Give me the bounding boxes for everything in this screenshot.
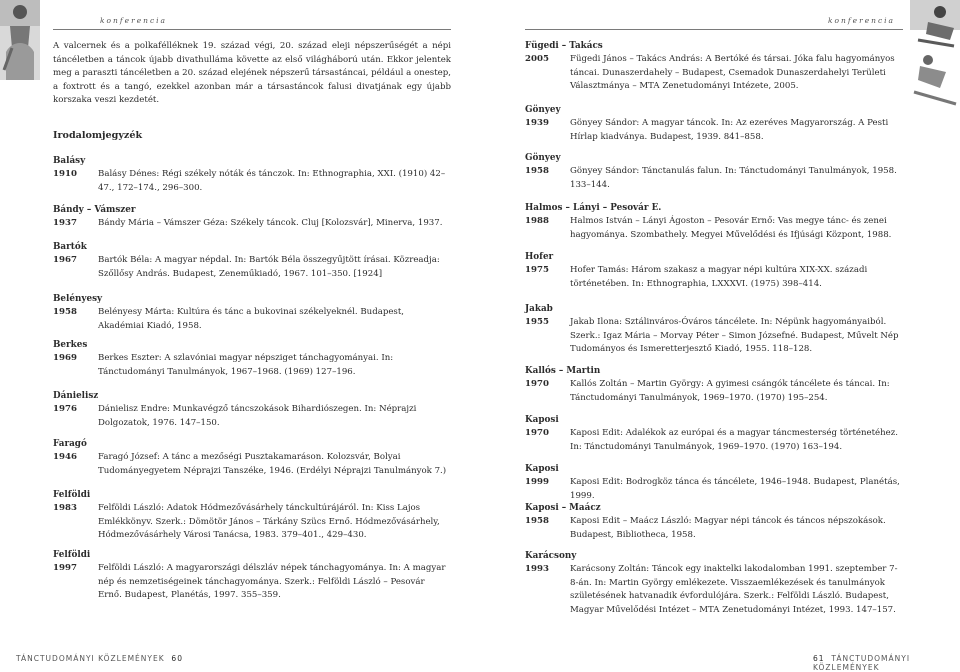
bib-entry (53, 339, 449, 379)
header-rule (53, 29, 451, 30)
bib-year: 1958 (53, 307, 77, 317)
bib-entry (525, 414, 905, 454)
bib-entry (525, 104, 905, 144)
bib-text: Kaposi Edit: Bodrogköz tánca és táncélete, 1946–1948. Budapest, Planétás, 1999. (570, 477, 900, 501)
bib-year: 1955 (525, 317, 549, 327)
bib-author: Bartók (53, 242, 87, 252)
bib-year: 1983 (53, 503, 77, 513)
bib-entry (525, 303, 905, 357)
bib-author: Balásy (53, 156, 86, 166)
bib-entry (53, 204, 449, 231)
bib-year: 1939 (525, 118, 549, 128)
bib-text: Jakab Ilona: Sztálinváros-Óváros táncélete. In: Népünk hagyományaiból. Szerk.: Igaz Mária – Morvay Péter – Simon Józsefné. Budapest, Művelt Nép Tudományos és Ismeretterjesztő Kiadó, 1955. 118–128. (570, 317, 899, 355)
header-rule (525, 29, 903, 30)
bib-entry (525, 463, 905, 503)
bib-author: Gönyey (525, 153, 561, 163)
bib-text: Faragó József: A tánc a mezőségi Pusztakamaráson. Kolozsvár, Bolyai Tudományegyetem Néprajzi Tanszéke, 1946. (Erdélyi Néprajzi Tanulmányok 7.) (98, 452, 447, 476)
bib-author: Kaposi (525, 415, 559, 425)
bib-text: Kaposi Edit: Adalékok az európai és a magyar táncmesterség történetéhez. In: Tánctudományi Tanulmányok, 1969–1970. (1970) 163–194. (570, 428, 899, 452)
header-label: konferencia (100, 16, 168, 25)
bib-text: Fügedi János – Takács András: A Bertóké és társai. Jóka falu hagyományos táncai. Dunaszerdahely – Budapest, Csemadok Dunaszerdahelyi Területi Választmánya – MTA Zenetudományi Intézete, 2005. (570, 54, 895, 92)
footer-left (16, 654, 183, 663)
intro-paragraph: A valcernek és a polkafélléknek 19. század végi, 20. század eleji népszerűségét a népi táncéletben a táncok újabb divathulláma követte az első világháború után. Ekkor jelentek meg a paraszti táncéletben a 20. század elejének népszerű társastáncai, például a onestep, a foxtrott és a tangó, ezekkel azonban már a társastáncok falusi divatjának egy újabb korszaka veszi kezdetét. (53, 41, 451, 106)
footer-journal-title: TÁNCTUDOMÁNYI KÖZLEMÉNYEK (16, 654, 165, 663)
bib-author: Bándy – Vámszer (53, 205, 136, 215)
bib-year: 1937 (53, 218, 77, 228)
bib-year: 1997 (53, 563, 77, 573)
bib-text: Balásy Dénes: Régi székely nóták és tánczok. In: Ethnographia, XXI. (1910) 42–47., 172–174., 296–300. (98, 169, 446, 193)
bib-year: 1946 (53, 452, 77, 462)
footer-right (813, 654, 960, 672)
bib-year: 2005 (525, 54, 549, 64)
bib-entry (525, 40, 905, 94)
bib-text: Kaposi Edit – Maácz László: Magyar népi táncok és táncos népszokások. Budapest, Bibliotheca, 1958. (570, 516, 886, 540)
bib-text: Belényesy Márta: Kultúra és tánc a bukovinai székelyeknél. Budapest, Akadémiai Kiadó, 1958. (98, 307, 405, 331)
bib-year: 1958 (525, 516, 549, 526)
bib-author: Belényesy (53, 294, 103, 304)
bib-year: 1969 (53, 353, 77, 363)
bib-entry (525, 502, 905, 542)
bib-text: Karácsony Zoltán: Táncok egy inaktelki lakodalomban 1991. szeptember 7-8-án. In: Martin György emlékezete. Visszaemlékezések és tanulmányok születésének hatvanadik évfordulójára. Szerk.: Felföldi László. Budapest, Magyar Művelődési Intézet – MTA Zenetudományi Intézet, 1993. 147–157. (570, 564, 898, 615)
bib-author: Kaposi (525, 464, 559, 474)
right-page (480, 0, 960, 672)
bib-text: Kallós Zoltán – Martin György: A gyimesi csángók táncélete és táncai. In: Tánctudományi Tanulmányok, 1969–1970. (1970) 195–254. (570, 379, 890, 403)
bib-entry (53, 549, 449, 603)
bib-entry (53, 489, 449, 543)
bib-entry (53, 390, 449, 430)
bib-year: 1999 (525, 477, 549, 487)
bib-year: 1967 (53, 255, 77, 265)
bib-year: 1970 (525, 428, 549, 438)
bib-text: Dánielisz Endre: Munkavégző táncszokások Bihardiószegen. In: Néprajzi Dolgozatok, 1976. 147–150. (98, 404, 417, 428)
bib-entry (53, 241, 449, 281)
bib-year: 1993 (525, 564, 549, 574)
bib-text: Bartók Béla: A magyar népdal. In: Bartók Béla összegyűjtött írásai. Közreadja: Szőllősy András. Budapest, Zeneműkiadó, 1967. 101–350. [1924] (98, 255, 440, 279)
bib-text: Felföldi László: Adatok Hódmezővásárhely tánckultúrájáról. In: Kiss Lajos Emlékkönyv. Szerk.: Dömötör János – Tárkány Szücs Ernő. Hódmezővásárhely, Hódmezővásárhely Városi Tanácsa, 1983. 379–401., 429–430. (98, 503, 440, 541)
bib-author: Faragó (53, 439, 87, 449)
bib-text: Felföldi László: A magyarországi délszláv népek tánchagyománya. In: A magyar nép és nemzetiségeinek tánchagyománya. Szerk.: Felföldi László – Pesovár Ernő. Budapest, Planétás, 1997. 355–359. (98, 563, 446, 601)
bib-text: Gönyey Sándor: Tánctanulás falun. In: Tánctudományi Tanulmányok, 1958. 133–144. (570, 166, 897, 190)
bib-entry (525, 152, 905, 192)
bib-entry (53, 293, 449, 333)
bib-author: Halmos – Lányi – Pesovár E. (525, 203, 662, 213)
bib-author: Jakab (525, 304, 553, 314)
bib-year: 1970 (525, 379, 549, 389)
bib-author: Fügedi – Takács (525, 41, 603, 51)
bib-text: Hofer Tamás: Három szakasz a magyar népi kultúra XIX-XX. századi történetében. In: Ethnographia, LXXXVI. (1975) 398–414. (570, 265, 868, 289)
bib-text: Gönyey Sándor: A magyar táncok. In: Az ezeréves Magyarország. A Pesti Hírlap kiadványa. Budapest, 1939. 841–858. (570, 118, 889, 142)
bib-year: 1988 (525, 216, 549, 226)
bib-year: 1958 (525, 166, 549, 176)
bib-entry (525, 202, 905, 242)
left-page (0, 0, 480, 663)
bib-author: Berkes (53, 340, 88, 350)
footer-journal-title: TÁNCTUDOMÁNYI KÖZLEMÉNYEK (813, 654, 911, 672)
bib-author: Dánielisz (53, 391, 99, 401)
bib-text: Bándy Mária – Vámszer Géza: Székely táncok. Cluj [Kolozsvár], Minerva, 1937. (98, 218, 443, 228)
page-number: 60 (171, 654, 183, 663)
bib-year: 1910 (53, 169, 77, 179)
bib-author: Felföldi (53, 550, 91, 560)
bib-author: Kaposi – Maácz (525, 503, 601, 513)
bib-entry (525, 251, 905, 291)
bib-author: Karácsony (525, 551, 577, 561)
bib-year: 1976 (53, 404, 77, 414)
dancer-photo-left (0, 0, 40, 80)
bib-author: Gönyey (525, 105, 561, 115)
bib-text: Berkes Eszter: A szlavóniai magyar népsziget tánchagyományai. In: Tánctudományi Tanulmányok, 1967–1968. (1969) 127–196. (98, 353, 394, 377)
bib-year: 1975 (525, 265, 549, 275)
section-title: Irodalomjegyzék (53, 130, 143, 141)
bib-entry (525, 550, 905, 617)
bib-author: Hofer (525, 252, 554, 262)
bib-entry (53, 438, 449, 478)
bib-author: Felföldi (53, 490, 91, 500)
bib-entry (525, 365, 905, 405)
page-number: 61 (813, 654, 825, 663)
header-label: konferencia (828, 16, 896, 25)
bib-text: Halmos István – Lányi Ágoston – Pesovár Ernő: Vas megye tánc- és zenei hagyománya. Szombathely. Megyei Művelődési és Ifjúsági Központ, 1988. (570, 216, 892, 240)
dancer-photo-right (910, 0, 960, 110)
bib-entry (53, 155, 449, 195)
bib-author: Kallós – Martin (525, 366, 601, 376)
